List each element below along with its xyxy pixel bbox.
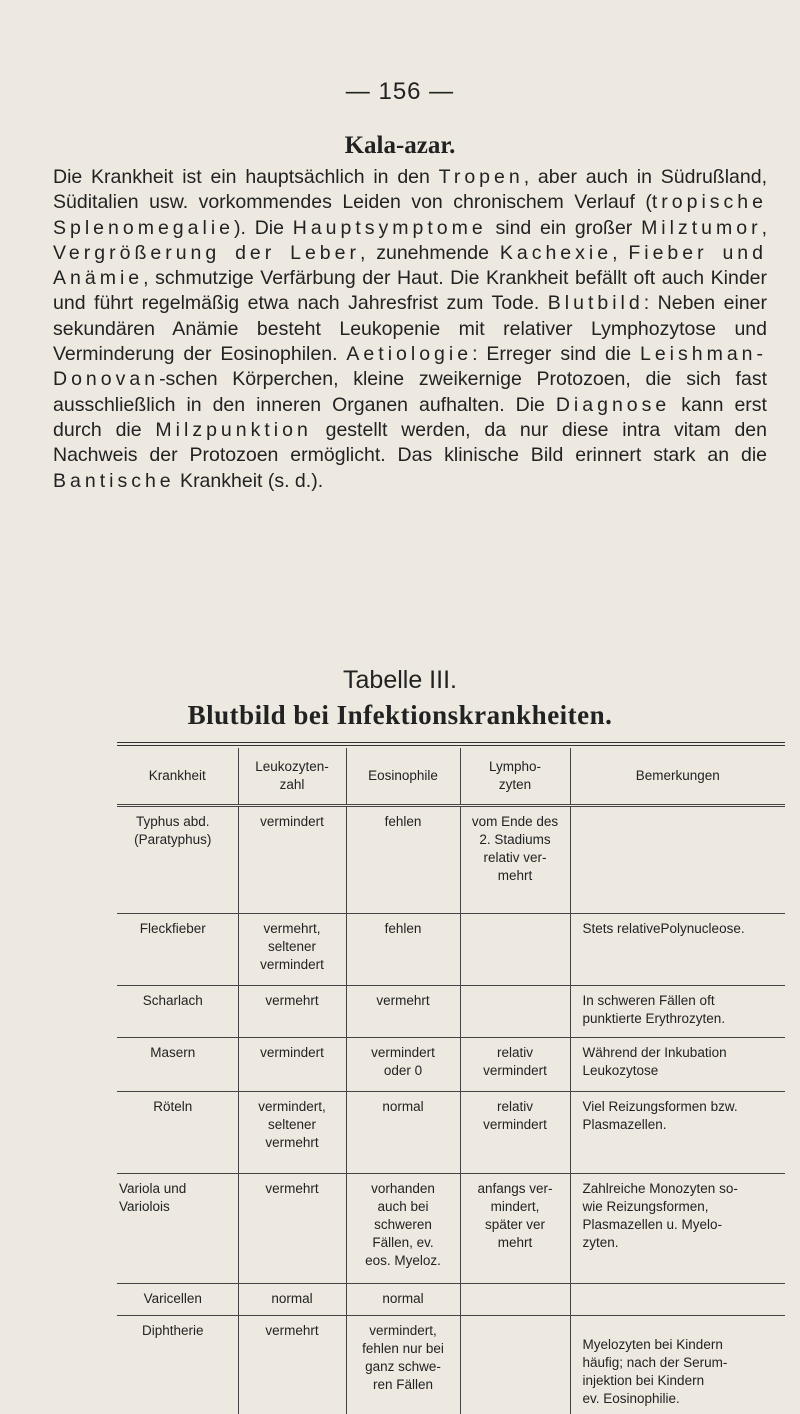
- cell-lymphozyten: [460, 806, 570, 914]
- emphasis-milztumor: Milztumor: [641, 217, 762, 239]
- cell-line: auch bei: [352, 1198, 455, 1216]
- cell-leukozyten: [238, 914, 346, 986]
- table-row: [117, 1092, 785, 1174]
- cell-line: häufig; nach der Serum-: [583, 1354, 781, 1372]
- header-label: Eosinophile: [351, 767, 456, 785]
- cell-disease: [117, 1038, 238, 1092]
- cell-line: vermehrt: [244, 992, 341, 1010]
- cell-lymphozyten: [460, 1284, 570, 1316]
- cell-line: mehrt: [466, 867, 565, 885]
- blood-picture-table: [117, 748, 785, 1414]
- emphasis-diagnose: Diagnose: [556, 394, 670, 416]
- cell-line: vermindert: [244, 1044, 341, 1062]
- table-row: [117, 986, 785, 1038]
- header-label: Leukozyten-: [243, 758, 342, 776]
- cell-line: Plasmazellen.: [583, 1116, 781, 1134]
- text-run: ,: [762, 217, 767, 239]
- section-title: Kala-azar.: [0, 132, 800, 160]
- emphasis-bantische: Bantische: [53, 470, 175, 492]
- cell-line: Fällen, ev.: [352, 1234, 455, 1252]
- cell-disease: [117, 986, 238, 1038]
- text-run: , aber auch in Südrußland, Süditalien usw. vorkommendes Leiden von chronischem Verlauf (: [53, 166, 767, 213]
- cell-lymphozyten: [460, 914, 570, 986]
- cell-line: punktierte Erythrozyten.: [583, 1010, 781, 1028]
- cell-bemerkungen: [570, 1038, 785, 1092]
- cell-disease: [117, 1316, 238, 1414]
- cell-line: oder 0: [352, 1062, 455, 1080]
- cell-line: vermindert,: [244, 1098, 341, 1116]
- text-run: sind ein großer: [487, 217, 641, 239]
- text-run: Krankheit (s. d.).: [175, 470, 323, 492]
- cell-line: vermehrt: [244, 1180, 341, 1198]
- cell-line: relativ ver-: [466, 849, 565, 867]
- body-paragraph: [53, 165, 767, 494]
- table-row: [117, 914, 785, 986]
- cell-line: schweren: [352, 1216, 455, 1234]
- cell-line: zyten.: [583, 1234, 781, 1252]
- header-leukozytenzahl: [238, 748, 346, 806]
- cell-leukozyten: [238, 1284, 346, 1316]
- emphasis-hauptsymptome: Hauptsymptome: [293, 217, 487, 239]
- text-run: : Erreger sind die: [472, 343, 640, 365]
- cell-line: wie Reizungsformen,: [583, 1198, 781, 1216]
- cell-line: Plasmazellen u. Myelo-: [583, 1216, 781, 1234]
- cell-line: normal: [352, 1290, 455, 1308]
- cell-leukozyten: [238, 1174, 346, 1284]
- cell-disease: [117, 914, 238, 986]
- cell-line: Röteln: [122, 1098, 224, 1116]
- cell-line: injektion bei Kindern: [583, 1372, 781, 1390]
- text-run: Die Krankheit ist ein hauptsächlich in den: [53, 166, 439, 188]
- cell-line: fehlen nur bei: [352, 1340, 455, 1358]
- cell-bemerkungen: [570, 806, 785, 914]
- emphasis-splenomegalie: tropische Splenomegalie: [53, 191, 767, 238]
- header-label: zyten: [465, 776, 566, 794]
- table-row: [117, 1038, 785, 1092]
- cell-line: relativ: [466, 1044, 565, 1062]
- emphasis-milzpunktion: Milzpunktion: [155, 419, 311, 441]
- cell-line: Myelozyten bei Kindern: [583, 1336, 781, 1354]
- cell-line: seltener: [244, 1116, 341, 1134]
- cell-line: relativ: [466, 1098, 565, 1116]
- cell-disease: [117, 1092, 238, 1174]
- cell-bemerkungen: [570, 1316, 785, 1414]
- cell-line: Zahlreiche Monozyten so-: [583, 1180, 781, 1198]
- text-run: , schmutzige Verfärbung der Haut. Die Krankheit befällt oft auch Kinder und führt regelmäßig etwa nach Jahresfrist zum Tode.: [53, 267, 767, 314]
- header-label: Lympho-: [465, 758, 566, 776]
- cell-leukozyten: [238, 986, 346, 1038]
- cell-disease: [117, 1174, 238, 1284]
- cell-line: Variolois: [119, 1198, 233, 1216]
- cell-line: vorhanden: [352, 1180, 455, 1198]
- cell-line: In schweren Fällen oft: [583, 992, 781, 1010]
- cell-disease: [117, 1284, 238, 1316]
- cell-line: fehlen: [352, 813, 455, 831]
- cell-line: später ver: [466, 1216, 565, 1234]
- cell-line: vermindert: [244, 813, 341, 831]
- text-run: gestellt werden, da nur diese intra vitam den Nachweis der Protozoen ermöglicht. Das klinische Bild erinnert stark an die: [53, 419, 767, 466]
- header-krankheit: [117, 748, 238, 806]
- cell-bemerkungen: [570, 986, 785, 1038]
- cell-line: eos. Myeloz.: [352, 1252, 455, 1270]
- cell-line: vermindert,: [352, 1322, 455, 1340]
- cell-line: normal: [244, 1290, 341, 1308]
- cell-line: Diphtherie: [122, 1322, 224, 1340]
- emphasis-leishman-donovan: Leishman-Donovan: [53, 343, 767, 390]
- cell-eosinophile: [346, 806, 460, 914]
- cell-line: Fleckfieber: [122, 920, 224, 938]
- header-bemerkungen: [570, 748, 785, 806]
- emphasis-blutbild: Blutbild: [548, 292, 644, 314]
- cell-line: Varicellen: [122, 1290, 224, 1308]
- cell-bemerkungen: [570, 1174, 785, 1284]
- text-run: -schen Körperchen, kleine zweikernige Protozoen, die sich fast ausschließlich in den inneren Organen aufhalten. Die: [53, 368, 767, 415]
- cell-line: seltener: [244, 938, 341, 956]
- cell-lymphozyten: [460, 1316, 570, 1414]
- cell-line: mindert,: [466, 1198, 565, 1216]
- header-label: Krankheit: [121, 767, 234, 785]
- cell-line: Variola und: [119, 1180, 233, 1198]
- table-top-rule: [117, 742, 785, 743]
- cell-lymphozyten: [460, 986, 570, 1038]
- cell-line: Während der Inkubation: [583, 1044, 781, 1062]
- cell-eosinophile: [346, 1038, 460, 1092]
- cell-eosinophile: [346, 1092, 460, 1174]
- cell-line: vermindert: [244, 956, 341, 974]
- cell-lymphozyten: [460, 1174, 570, 1284]
- cell-line: vermehrt: [244, 1322, 341, 1340]
- cell-leukozyten: [238, 806, 346, 914]
- cell-lymphozyten: [460, 1038, 570, 1092]
- cell-leukozyten: [238, 1316, 346, 1414]
- cell-leukozyten: [238, 1038, 346, 1092]
- table-top-rule-thin: [117, 745, 785, 746]
- table-row: [117, 1174, 785, 1284]
- cell-line: ganz schwe-: [352, 1358, 455, 1376]
- cell-disease: [117, 806, 238, 914]
- text-run: , zunehmende: [360, 242, 500, 264]
- cell-eosinophile: [346, 1284, 460, 1316]
- emphasis-aetiologie: Aetiologie: [346, 343, 472, 365]
- cell-line: Stets relativePolynucleose.: [583, 920, 781, 938]
- cell-line: Masern: [122, 1044, 224, 1062]
- emphasis-tropen: Tropen: [439, 166, 524, 188]
- cell-eosinophile: [346, 1174, 460, 1284]
- text-run: : Neben einer sekundären Anämie besteht Leukopenie mit relativer Lymphozytose und Verminderung der Eosinophilen.: [53, 292, 767, 365]
- cell-leukozyten: [238, 1092, 346, 1174]
- emphasis-vergroesserung: Vergrößerung der Leber: [53, 242, 360, 264]
- header-eosinophile: [346, 748, 460, 806]
- cell-lymphozyten: [460, 1092, 570, 1174]
- text-run: ). Die: [234, 217, 293, 239]
- cell-eosinophile: [346, 986, 460, 1038]
- cell-line: Typhus abd.: [122, 813, 224, 831]
- cell-line: vermehrt: [244, 1134, 341, 1152]
- table-row: [117, 1316, 785, 1414]
- emphasis-kachexie: Kachexie: [500, 242, 612, 264]
- text-run: ,: [612, 242, 628, 264]
- cell-line: vermehrt,: [244, 920, 341, 938]
- cell-line: Scharlach: [122, 992, 224, 1010]
- table-title: Blutbild bei Infektionskrankheiten.: [0, 700, 800, 731]
- cell-bemerkungen: [570, 914, 785, 986]
- cell-line: vermindert: [466, 1062, 565, 1080]
- cell-line: vermindert: [352, 1044, 455, 1062]
- emphasis-fieber-anaemie: Fieber und Anämie: [53, 242, 767, 289]
- cell-line: vom Ende des: [466, 813, 565, 831]
- table-row: [117, 1284, 785, 1316]
- cell-eosinophile: [346, 914, 460, 986]
- table-header-row: [117, 748, 785, 806]
- cell-bemerkungen: [570, 1092, 785, 1174]
- text-run: kann erst durch die: [53, 394, 767, 441]
- cell-line: mehrt: [466, 1234, 565, 1252]
- cell-line: vermindert: [466, 1116, 565, 1134]
- page-number: — 156 —: [0, 78, 800, 106]
- cell-line: Leukozytose: [583, 1062, 781, 1080]
- cell-line: Viel Reizungsformen bzw.: [583, 1098, 781, 1116]
- header-label: zahl: [243, 776, 342, 794]
- table-caption: Tabelle III.: [0, 666, 800, 695]
- cell-line: fehlen: [352, 920, 455, 938]
- cell-line: (Paratyphus): [122, 831, 224, 849]
- header-label: Bemerkungen: [575, 767, 782, 785]
- header-lymphozyten: [460, 748, 570, 806]
- cell-line: ev. Eosinophilie.: [583, 1390, 781, 1408]
- cell-line: vermehrt: [352, 992, 455, 1010]
- cell-line: normal: [352, 1098, 455, 1116]
- table-row: [117, 806, 785, 914]
- cell-eosinophile: [346, 1316, 460, 1414]
- cell-bemerkungen: [570, 1284, 785, 1316]
- cell-line: 2. Stadiums: [466, 831, 565, 849]
- cell-line: anfangs ver-: [466, 1180, 565, 1198]
- cell-line: ren Fällen: [352, 1376, 455, 1394]
